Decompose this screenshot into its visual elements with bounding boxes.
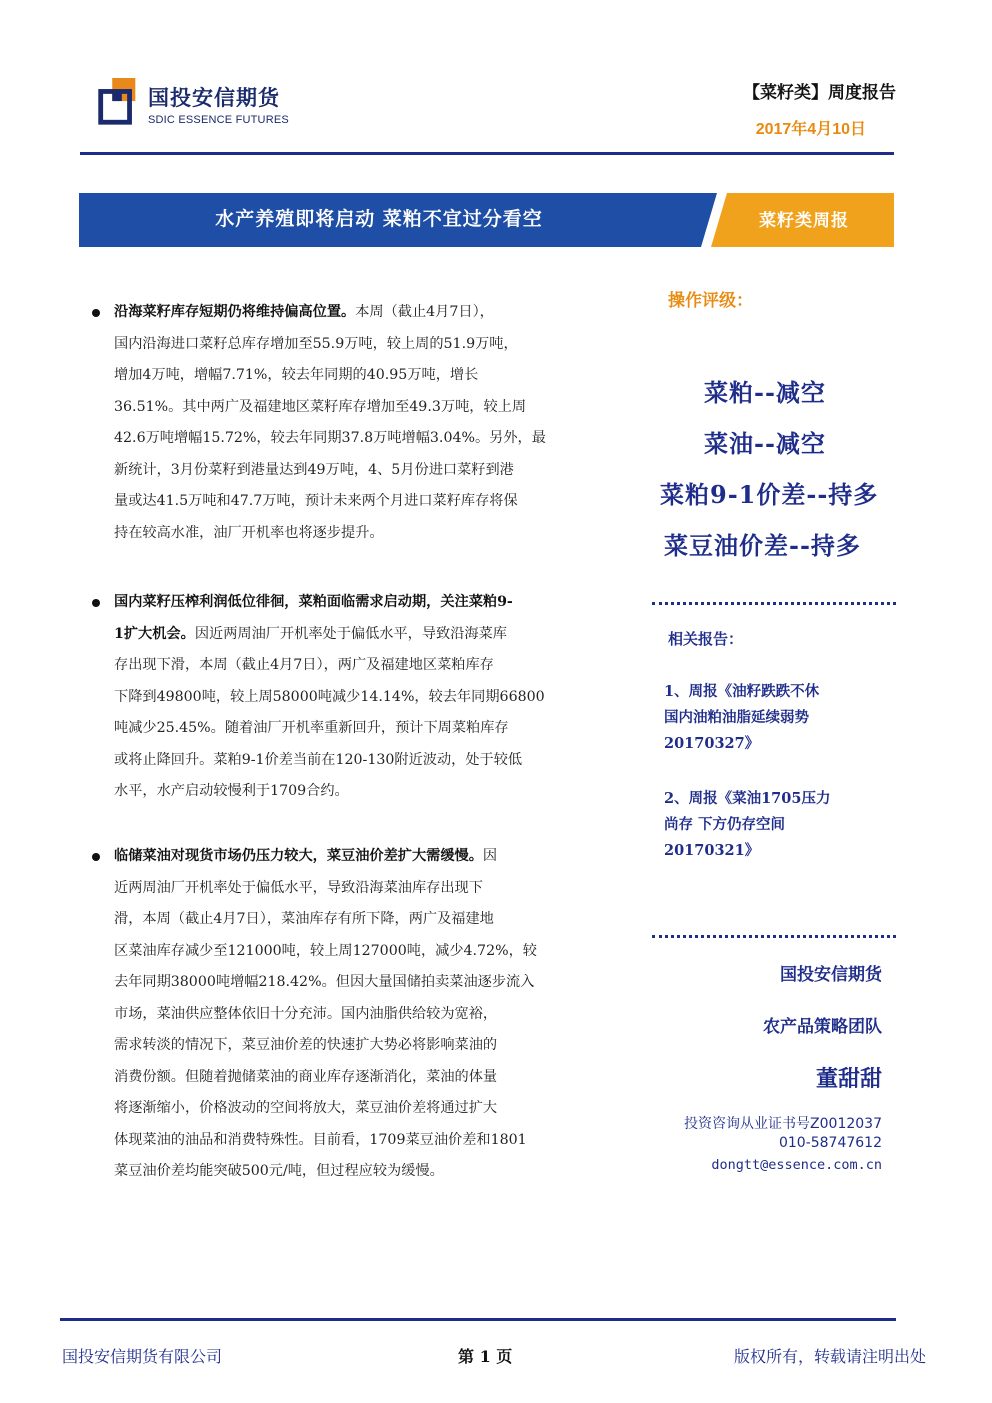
sidebar-divider (652, 602, 896, 605)
paragraph-line (114, 619, 626, 651)
related-report-2[interactable] (664, 786, 884, 864)
paragraph-line: 菜豆油价差均能突破500元/吨，但过程应较为缓慢。 (114, 1163, 444, 1179)
report-date: 2017年4月10日 (755, 121, 866, 138)
email-link[interactable]: dongtt@essence.com.cn (711, 1157, 882, 1173)
company-name: 国投安信期货 (780, 965, 882, 985)
related-report-1[interactable] (664, 679, 884, 757)
logo-mark-icon (98, 78, 138, 128)
line-text: 因 (482, 848, 498, 864)
paragraph-line: 或将止降回升。菜粕9-1价差当前在120-130附近波动，处于较低 (114, 751, 523, 768)
bullet-icon (92, 599, 100, 607)
paragraph-line: 吨减少25.45%。随着油厂开机率重新回升，预计下周菜粕库存 (114, 720, 509, 736)
section-rapeseed-inventory (114, 297, 626, 549)
paragraph-line: 将逐渐缩小，价格波动的空间将放大，菜豆油价差将通过扩大 (114, 1100, 498, 1116)
line-text: 因近两周油厂开机率处于偏低水平，导致沿海菜库 (194, 625, 507, 642)
footer-company: 国投安信期货有限公司 (62, 1347, 223, 1366)
page-number: 第 1 页 (458, 1347, 513, 1366)
bullet-icon (92, 309, 100, 317)
logo-text-cn: 国投安信期货 (148, 86, 280, 110)
paragraph-line: 水平，水产启动较慢利于1709合约。 (114, 783, 349, 799)
bullet-icon (92, 853, 100, 861)
paragraph-line (114, 841, 626, 873)
report-type: 【菜籽类】周度报告 (743, 83, 896, 103)
paragraph-line: 区菜油库存减少至121000吨，较上周127000吨，减少4.72%，较 (114, 942, 537, 959)
paragraph-line: 需求转淡的情况下，菜豆油价差的快速扩大势必将影响菜油的 (114, 1037, 498, 1053)
license-number: 投资咨询从业证书号Z0012037 (684, 1116, 882, 1132)
paragraph-line: 市场，菜油供应整体依旧十分充沛。国内油脂供给较为宽裕， (114, 1005, 498, 1022)
sidebar-divider (652, 935, 896, 938)
footer-copyright: 版权所有，转载请注明出处 (733, 1347, 926, 1366)
section-rapeseed-meal (114, 587, 626, 808)
line-text: 本周（截止4月7日）， (355, 304, 494, 320)
company-logo (98, 76, 298, 136)
paragraph-line: 体现菜油的油品和消费特殊性。目前看，1709菜豆油价差和1801 (114, 1131, 527, 1148)
related-line: 尚存 下方仍存空间 (664, 816, 786, 833)
paragraph-line: 消费份额。但随着抛储菜油的商业库存逐渐消化，菜油的体量 (114, 1068, 498, 1085)
section-lead: 国内菜籽压榨利润低位徘徊，菜粕面临需求启动期，关注菜粕9- (114, 594, 513, 610)
related-line: 20170327》 (664, 735, 760, 752)
title-banner (79, 193, 894, 247)
section-lead: 临储菜油对现货市场仍压力较大，菜豆油价差扩大需缓慢。 (114, 848, 483, 864)
report-tag: 菜籽类周报 (759, 211, 849, 231)
header-divider (80, 152, 894, 155)
footer-divider (60, 1318, 896, 1321)
paragraph-line: 存出现下滑，本周（截止4月7日），两广及福建地区菜粕库存 (114, 657, 494, 673)
rating-oil: 菜油--减空 (704, 429, 826, 458)
paragraph-line: 增加4万吨，增幅7.71%，较去年同期的40.95万吨，增长 (114, 367, 479, 383)
rating-oil-spread: 菜豆油价差--持多 (664, 531, 861, 560)
team-name: 农产品策略团队 (763, 1017, 882, 1037)
paragraph-line: 去年同期38000吨增幅218.42%。但因大量国储拍卖菜油逐步流入 (114, 974, 535, 990)
paragraph-line: 滑，本周（截止4月7日），菜油库存有所下降，两广及福建地 (114, 911, 494, 927)
paragraph-line: 近两周油厂开机率处于偏低水平，导致沿海菜油库存出现下 (114, 879, 483, 896)
section-lead-cont: 1扩大机会。 (114, 625, 195, 642)
related-line: 国内油粕油脂延续弱势 (664, 709, 809, 726)
paragraph-line: 国内沿海进口菜籽总库存增加至55.9万吨，较上周的51.9万吨， (114, 335, 518, 352)
paragraph-line: 新统计，3月份菜籽到港量达到49万吨，4、5月份进口菜籽到港 (114, 461, 514, 478)
section-lead: 沿海菜籽库存短期仍将维持偏高位置。 (114, 304, 356, 320)
logo-text-en: SDIC ESSENCE FUTURES (148, 114, 289, 126)
related-line: 1、周报《油籽跌跌不休 (664, 683, 820, 700)
related-line: 2、周报《菜油1705压力 (664, 790, 831, 807)
section-rapeseed-oil (114, 841, 626, 1188)
paragraph-line: 量或达41.5万吨和47.7万吨，预计未来两个月进口菜籽库存将保 (114, 493, 518, 509)
phone-number: 010-58747612 (778, 1135, 882, 1151)
report-title: 水产养殖即将启动 菜粕不宜过分看空 (215, 208, 543, 230)
rating-label: 操作评级： (668, 291, 753, 311)
rating-meal: 菜粕--减空 (704, 378, 826, 407)
paragraph-line (114, 297, 626, 329)
paragraph-line: 42.6万吨增幅15.72%，较去年同期37.8万吨增幅3.04%。另外，最 (114, 430, 546, 446)
related-reports-label: 相关报告： (668, 630, 744, 648)
paragraph-line: 36.51%。其中两广及福建地区菜籽库存增加至49.3万吨，较上周 (114, 398, 527, 415)
paragraph-line: 持在较高水准，油厂开机率也将逐步提升。 (114, 524, 384, 541)
paragraph-line: 下降到49800吨，较上周58000吨减少14.14%，较去年同期66800 (114, 688, 545, 705)
rating-meal-spread: 菜粕9-1价差--持多 (660, 480, 879, 509)
related-line: 20170321》 (664, 842, 760, 859)
analyst-name: 董甜甜 (815, 1067, 882, 1092)
